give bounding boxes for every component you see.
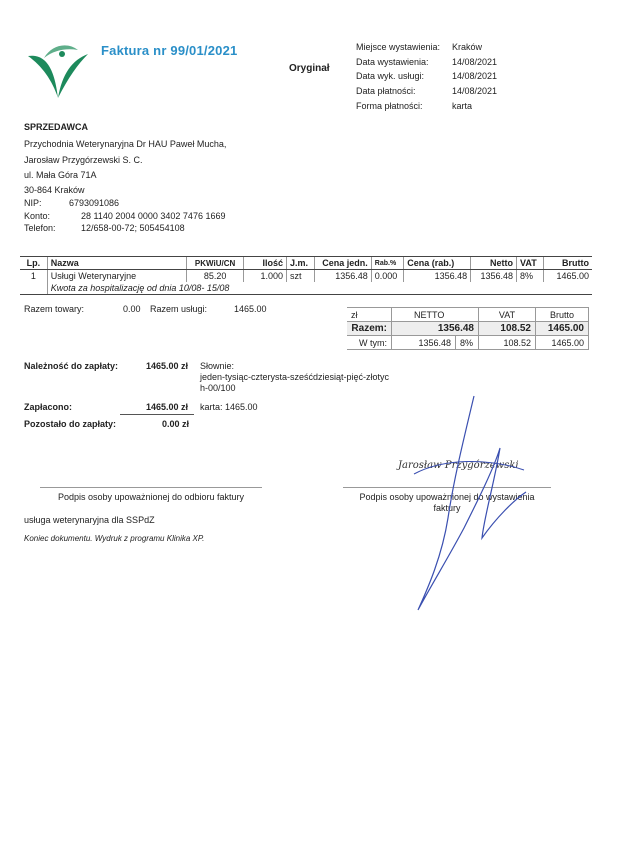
seller-block: SPRZEDAWCA Przychodnia Weterynaryjna Dr HAU Paweł Mucha, Jarosław Przygórzewski S. C. ul. Mała Góra 71A 30-864 Kraków NIP: 6793091086 Konto: 28 1140 2004 0000 3402 7476 1669 Telefon: 12/658-00-72; 505454108	[24, 122, 227, 233]
item-note: Kwota za hospitalizację od dnia 10/08- 15/08	[47, 282, 592, 295]
receiver-signature-label: Podpis osoby upoważnionej do odbioru faktury	[57, 492, 245, 502]
document-end-note: Koniec dokumentu. Wydruk z programu Klinika XP.	[24, 534, 205, 543]
paid-amount: 1465.00 zł	[146, 402, 189, 412]
service-note: usługa weterynaryjna dla SSPdZ	[24, 515, 155, 525]
issuer-stamp: Jarosław Przygórzewski	[398, 460, 519, 471]
table-row: 1 Usługi Weterynaryjne 85.20 1.000 szt 1356.48 0.000 1356.48 1356.48 8% 1465.00	[20, 270, 592, 283]
amount-due: 1465.00 zł	[146, 361, 189, 371]
items-header-row: Lp. Nazwa PKWiU/CN Ilość J.m. Cena jedn. Rab.% Cena (rab.) Netto VAT Brutto	[20, 257, 592, 270]
clinic-logo	[22, 40, 92, 102]
issuer-signature-label: Podpis osoby upoważnionej do wystawienia	[359, 492, 535, 502]
remaining-amount: 0.00 zł	[162, 419, 190, 429]
handwritten-signature	[404, 388, 534, 618]
items-table	[20, 256, 592, 295]
invoice-title: Faktura nr 99/01/2021	[101, 43, 238, 58]
item-note-row	[20, 282, 592, 295]
remaining-label: Pozostało do zapłaty:	[24, 419, 117, 429]
vat-summary-table: zł NETTO VAT Brutto Razem: 1356.48 108.52 1465.00 W tym: 1356.48 8% 108.52 1465.00	[347, 307, 589, 350]
paid-label: Zapłacono:	[24, 402, 73, 412]
seller-heading: SPRZEDAWCA	[24, 122, 89, 132]
amount-due-label: Należność do zapłaty:	[24, 361, 119, 371]
copy-label: Oryginał	[289, 63, 330, 74]
